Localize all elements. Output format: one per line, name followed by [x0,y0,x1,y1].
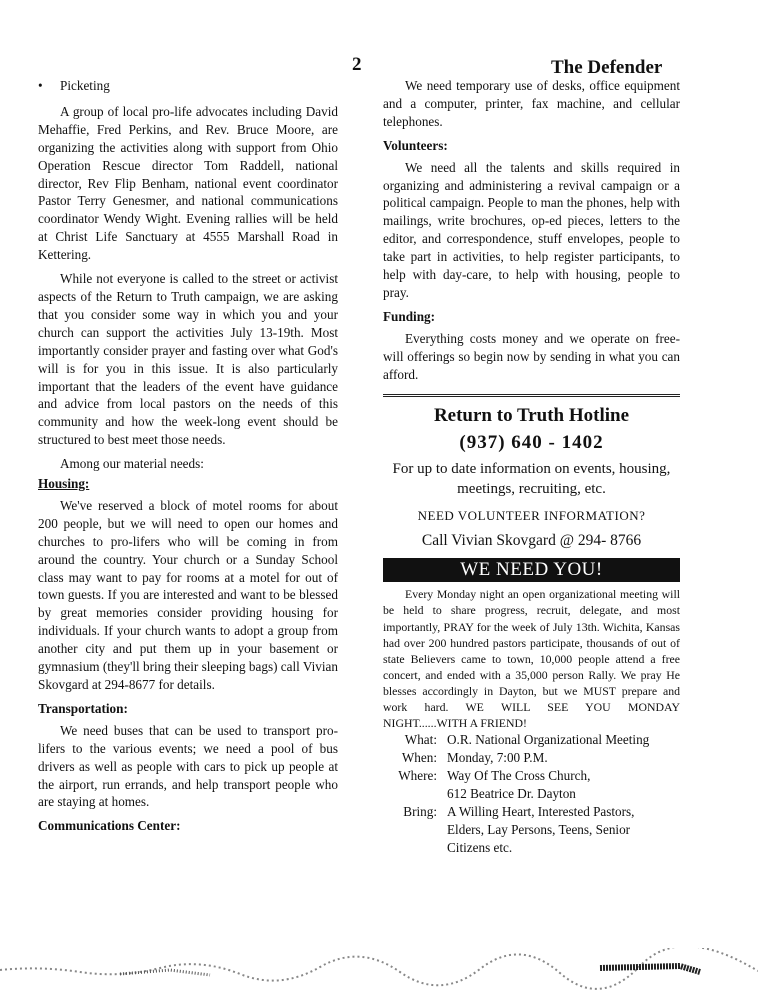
detail-value: Citizens etc. [447,839,513,855]
volunteer-info-heading: NEED VOLUNTEER INFORMATION? [417,507,646,523]
hotline-title: Return to Truth Hotline [433,404,630,426]
transportation-paragraph: We need buses that can be used to transport pro-lifers to the various events; we need a pool of bus drivers as well as people with cars to pick up people at the airport, run errands, and help transport people who are staying at homes. [38,722,338,810]
meeting-notice [383,586,680,731]
detail-row [383,839,680,857]
detail-row [383,821,680,839]
detail-row [383,803,680,821]
we-need-you-banner: WE NEED YOU! [383,558,680,582]
section-divider [383,394,680,397]
detail-row [383,785,680,803]
communications-heading: Communications Center: [38,818,181,834]
detail-label [383,785,447,803]
newsletter-masthead: The Defender [551,57,663,78]
hotline-phone: (937) 640 - 1402 [459,431,604,453]
detail-label [383,839,447,857]
hotline-contact: Call Vivian Skovgard @ 294- 8766 [421,532,642,550]
picketing-paragraph: A group of local pro-life advocates including David Mehaffie, Fred Perkins, and Rev. Bruce Moore, are organizing the activities along with support from Ohio Operation Rescue director Tom Raddell, national director, Rev Flip Benham, national event coordinator Pastor Terry Genesmer, and national communications coordinator Wendy Wight. Evening rallies will be held at Christ Life Sanctuary at 4555 Marshall Road in Kettering. [38,103,338,263]
detail-label: When: [401,750,437,766]
meeting-details [383,731,680,856]
hotline-box [383,403,680,551]
bullet-label: Picketing [60,78,110,93]
detail-label: What: [404,732,437,748]
detail-value: A Willing Heart, Interested Pastors, [447,803,635,819]
transportation-heading: Transportation: [38,700,128,716]
detail-label [383,821,447,839]
detail-row [383,749,680,767]
detail-label: Where: [398,767,437,783]
detail-value: Monday, 7:00 P.M. [447,750,548,766]
housing-heading: Housing: [38,476,90,492]
detail-value: O.R. National Organizational Meeting [447,732,650,748]
detail-value: Elders, Lay Persons, Teens, Senior [447,821,631,837]
meeting-paragraph: Every Monday night an open organizational meeting will be held to share progress, recruit, delegate, and most importantly, PRAY for the week of July 13th. Wichita, Kansas had over 200 hundred pastors participate, thousands of out of state Believers came to town, 10,000 people attend a free concert, and ended with a 35,000 person Rally. We pray He blesses accordingly in Dayton, but we MUST prepare and work hard. WE WILL SEE YOU MONDAY NIGHT......WITH A FRIEND! [383,587,680,731]
detail-label: Bring: [403,803,437,819]
scan-noise-strip [0,948,758,990]
volunteers-paragraph: We need all the talents and skills required in organizing and administering a revival campaign or a political campaign. People to man the phones, help with mailings, write brochures, op-ed pieces, letters to the editor, and correspondence, stuff envelopes, people to take part in activities, to help register participants, to help with day-care, to help with housing, people to pray. [383,159,680,300]
bullet-icon: • [38,78,43,93]
bullet-item-picketing [38,77,338,95]
right-column [383,77,680,857]
communications-paragraph: We need temporary use of desks, office equipment and a computer, printer, fax machine, and cellular telephones. [383,78,680,129]
housing-paragraph: We've reserved a block of motel rooms for about 200 people, but we will need to open our homes and churches to pro-lifers who will be coming in from around the country. Your church or a Sunday School class may want to pay for rooms at a motel for out of town guests. If you are interested and want to be blessed by great memories consider providing housing for individuals. If your church wants to adopt a group from another city and put them up in your basement or gymnasium (they'll bring their sleeping bags) call Vivian Skovgard at 294-8677 for details. [38,497,338,692]
detail-row [383,731,680,749]
material-needs-intro: Among our material needs: [60,456,204,472]
detail-value: Way Of The Cross Church, [447,767,591,783]
hotline-description: For up to date information on events, housing, meetings, recruiting, etc. [392,460,671,497]
detail-value: 612 Beatrice Dr. Dayton [447,785,576,801]
left-column [38,77,338,839]
funding-heading: Funding: [383,308,436,324]
support-paragraph: While not everyone is called to the street or activist aspects of the Return to Truth campaign, we are asking that you consider some way in which you and your church can support the activities July 13-19th. Most importantly consider prayer and fasting over what God's will is for you in this issue. It is also particularly important that the leaders of the event have guidance and advice from local pastors on the needs of this community and how the week-long event should be structured to best meet those needs. [38,271,338,448]
page-number: 2 [352,54,362,75]
funding-paragraph: Everything costs money and we operate on free-will offerings so begin now by sending in what you can afford. [383,330,680,382]
detail-row [383,767,680,785]
volunteers-heading: Volunteers: [383,137,448,153]
